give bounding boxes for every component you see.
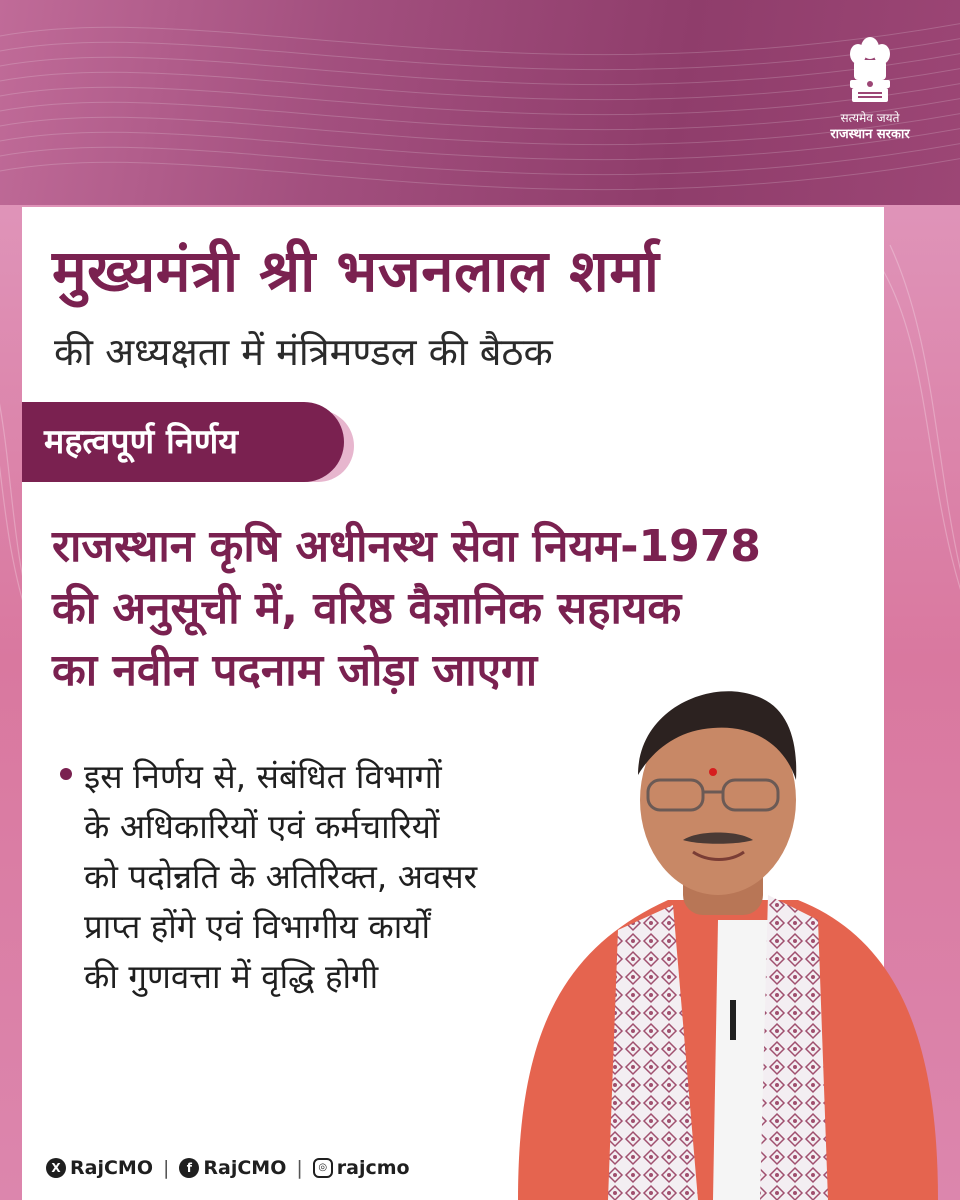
- facebook-link[interactable]: [179, 1157, 286, 1179]
- x-icon: X: [46, 1158, 66, 1178]
- decision-line: की अनुसूची में, वरिष्ठ वैज्ञानिक सहायक: [52, 583, 682, 634]
- tilak-shape: [709, 768, 717, 776]
- separator: |: [162, 1157, 170, 1179]
- x-link[interactable]: [46, 1157, 153, 1179]
- pen-shape: [730, 1000, 736, 1040]
- important-decision-tag: [22, 402, 354, 482]
- decision-heading: [52, 516, 872, 702]
- page-subtitle: की अध्यक्षता में मंत्रिमण्डल की बैठक: [54, 330, 553, 374]
- instagram-handle: rajcmo: [336, 1157, 410, 1179]
- instagram-icon: ◎: [313, 1158, 333, 1178]
- bullet-line: को पदोन्नति के अतिरिक्त, अवसर: [84, 857, 478, 896]
- social-handles: [46, 1154, 410, 1182]
- bullet-line: प्राप्त होंगे एवं विभागीय कार्यों: [84, 907, 430, 946]
- bullet-dot-icon: [60, 768, 72, 780]
- tag-label: महत्वपूर्ण निर्णय: [22, 402, 344, 482]
- bullet-line: के अधिकारियों एवं कर्मचारियों: [84, 807, 440, 846]
- page-title: मुख्यमंत्री श्री भजनलाल शर्मा: [52, 237, 660, 305]
- separator: |: [296, 1157, 303, 1179]
- bullet-line: इस निर्णय से, संबंधित विभागों: [84, 757, 442, 796]
- facebook-handle: RajCMO: [203, 1157, 287, 1179]
- shawl-right-shape: [760, 895, 828, 1200]
- header-band: [0, 0, 960, 205]
- emblem-government-name: राजस्थान सरकार: [830, 127, 910, 142]
- instagram-link[interactable]: [313, 1157, 410, 1179]
- chief-minister-portrait: [498, 680, 960, 1200]
- decision-line: राजस्थान कृषि अधीनस्थ सेवा नियम-1978: [52, 521, 761, 572]
- decision-line: का नवीन पदनाम जोड़ा जाएगा: [52, 645, 538, 696]
- bullet-line: की गुणवत्ता में वृद्धि होगी: [84, 957, 379, 996]
- emblem-motto: सत्यमेव जयते: [840, 111, 900, 125]
- government-emblem: [810, 30, 930, 144]
- ashoka-emblem-icon: [844, 30, 896, 108]
- facebook-icon: f: [179, 1158, 199, 1178]
- x-handle: RajCMO: [70, 1157, 153, 1179]
